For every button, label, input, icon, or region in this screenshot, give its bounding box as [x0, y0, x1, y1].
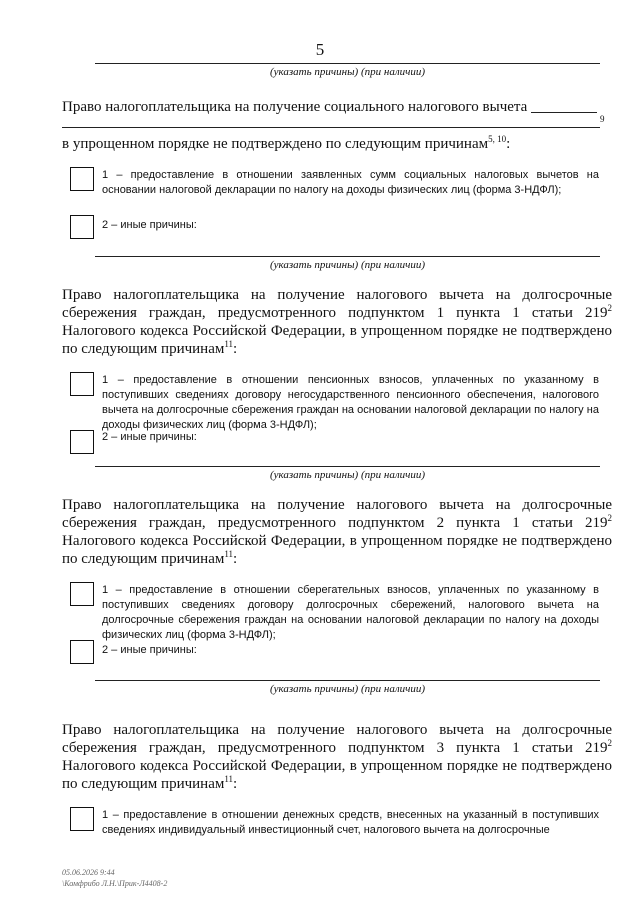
reason-line: [95, 63, 600, 64]
option-social-2: 2 – иные причины:: [102, 219, 197, 231]
section-text: Право налогоплательщика на получение налогового вычета на долгосрочные сбережения граждан, предусмотренного подпунктом 3 пункта 1 статьи 219: [62, 722, 612, 756]
page-number: 5: [315, 40, 325, 59]
option-ltsav-2-1: 1 – предоставление в отношении сберегательных взносов, уплаченных по указанному в поступивших сведениях договору долгосрочных сбережений, налогового вычета на долгосрочные сбережения граждан на основании налоговой декларации по налогу на доходы физических лиц (форма 3-НДФЛ);: [102, 584, 599, 641]
footnote-sup: 5, 10: [488, 134, 507, 144]
checkbox-ltsav-1-1[interactable]: [70, 372, 94, 396]
section-text: Право налогоплательщика на получение налогового вычета на долгосрочные сбережения граждан, предусмотренного подпунктом 2 пункта 1 статьи 219: [62, 497, 612, 531]
article-sup: 2: [607, 513, 612, 523]
checkbox-ltsav-2-1[interactable]: [70, 582, 94, 606]
reason-line[interactable]: [95, 680, 600, 681]
checkbox-ltsav-2-2[interactable]: [70, 640, 94, 664]
print-timestamp: 05.06.2026 9:44: [62, 868, 115, 877]
section-ltsav-2-title: Право налогоплательщика на получение налогового вычета на долгосрочные сбережения граждан, предусмотренного подпунктом 2 пункта 1 статьи $219^2$ Налогового кодекса Российской Федерации, в упрощенном порядке не подтверждено по следующим причинам$^{11}$:: [62, 497, 612, 567]
option-social-1: 1 – предоставление в отношении заявленных сумм социальных налоговых вычетов на основании налоговой декларации по налогу на доходы физических лиц (форма 3-НДФЛ);: [102, 169, 599, 196]
section-text: Право налогоплательщика на получение налогового вычета на долгосрочные сбережения граждан, предусмотренного подпунктом 1 пункта 1 статьи 219: [62, 287, 612, 321]
section-text-2: Налогового кодекса Российской Федерации, в упрощенном порядке не подтверждено по следующим причинам: [62, 533, 612, 567]
footnote-mark: 9: [600, 114, 605, 124]
article-sup: 2: [607, 738, 612, 748]
reason-line[interactable]: [95, 256, 600, 257]
section-ltsav-3-title: Право налогоплательщика на получение налогового вычета на долгосрочные сбережения граждан, предусмотренного подпунктом 3 пункта 1 статьи $219^2$ Налогового кодекса Российской Федерации, в упрощенном порядке не подтверждено по следующим причинам$^{11}$:: [62, 722, 612, 792]
blank-line[interactable]: [62, 127, 600, 128]
blank-field[interactable]: [531, 98, 597, 113]
reason-line[interactable]: [95, 466, 600, 467]
checkbox-ltsav-1-2[interactable]: [70, 430, 94, 454]
section-text-2: Налогового кодекса Российской Федерации, в упрощенном порядке не подтверждено по следующим причинам: [62, 323, 612, 357]
footnote-sup: 11: [224, 339, 234, 349]
checkbox-social-1[interactable]: [70, 167, 94, 191]
section-social-title: [62, 98, 612, 116]
section-social-title-text: Право налогоплательщика на получение социального налогового вычета: [62, 99, 528, 115]
section-text-2: Налогового кодекса Российской Федерации, в упрощенном порядке не подтверждено по следующим причинам: [62, 758, 612, 792]
option-ltsav-1-2: 2 – иные причины:: [102, 431, 197, 443]
footnote-sup: 11: [224, 774, 234, 784]
footnote-sup: 11: [224, 549, 234, 559]
section-social-subtitle: в упрощенном порядке не подтверждено по следующим причинам$^{5, 10}$:: [62, 134, 511, 152]
checkbox-social-2[interactable]: [70, 215, 94, 239]
subtitle-text: в упрощенном порядке не подтверждено по следующим причинам: [62, 136, 489, 152]
section-ltsav-1-title: Право налогоплательщика на получение налогового вычета на долгосрочные сбережения граждан, предусмотренного подпунктом 1 пункта 1 статьи $219^2$ Налогового кодекса Российской Федерации, в упрощенном порядке не подтверждено по следующим причинам$^{11}$:: [62, 287, 612, 357]
option-ltsav-3-1: 1 – предоставление в отношении денежных средств, внесенных на указанный в поступивших сведениях индивидуальный инвестиционный счет, налогового вычета на долгосрочные: [102, 809, 599, 836]
reason-hint: (указать причины) (при наличии): [269, 259, 426, 271]
option-ltsav-1-1: 1 – предоставление в отношении пенсионных взносов, уплаченных по указанному в поступивших сведениях договору негосударственного пенсионного обеспечения, налогового вычета на долгосрочные сбережения граждан на основании налоговой декларации по налогу на доходы физических лиц (форма 3-НДФЛ);: [102, 374, 599, 431]
article-sup: 2: [607, 303, 612, 313]
reason-hint: (указать причины) (при наличии): [269, 683, 426, 695]
reason-hint: (указать причины) (при наличии): [269, 66, 426, 78]
checkbox-ltsav-3-1[interactable]: [70, 807, 94, 831]
option-ltsav-2-2: 2 – иные причины:: [102, 644, 197, 656]
reason-hint: (указать причины) (при наличии): [269, 469, 426, 481]
document-path: \Комфрибо Л.Н.\Прик-Л4408-2: [62, 879, 168, 888]
